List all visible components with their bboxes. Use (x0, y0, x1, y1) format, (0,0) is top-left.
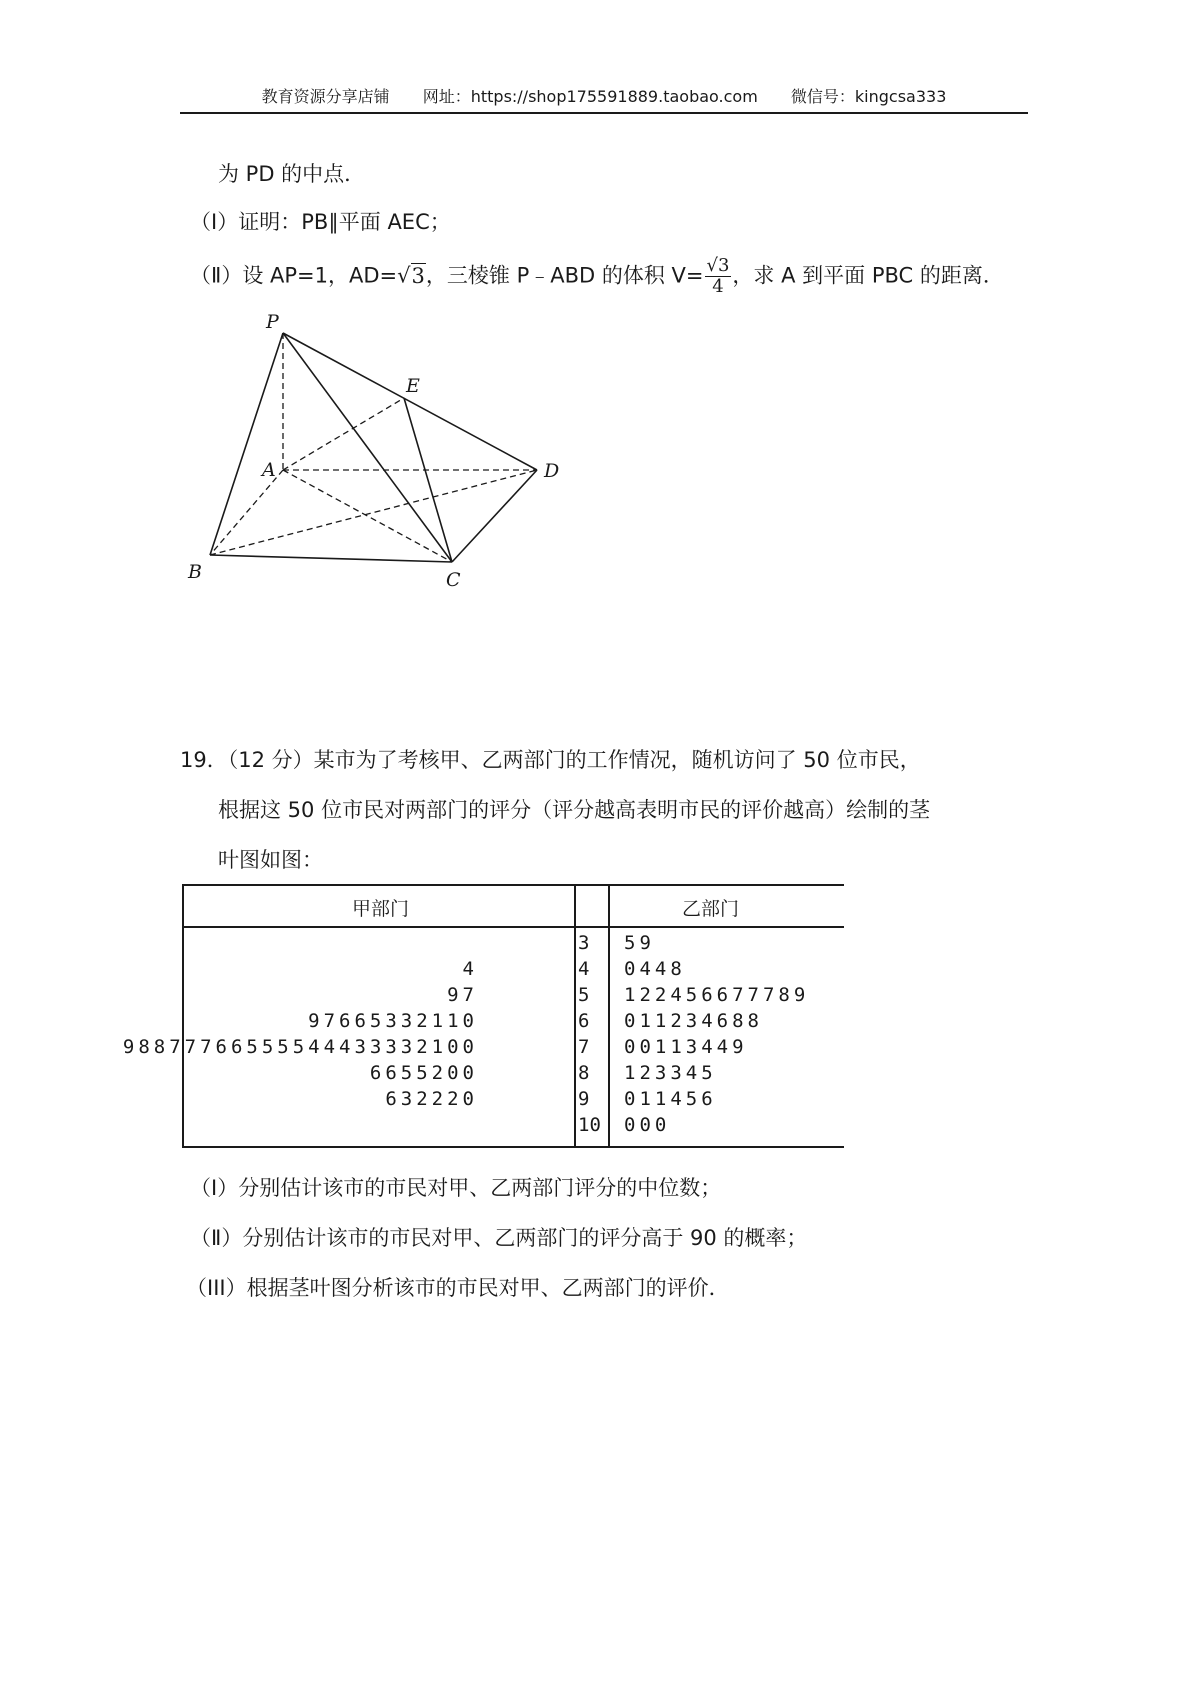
header-wechat: 微信号：kingcsa333 (790, 87, 947, 106)
stem-row: 10 000 (578, 1114, 671, 1136)
q18-part2-c: ，求 A 到平面 PBC 的距离． (732, 263, 1004, 288)
q19-line1: 19．（12 分）某市为了考核甲、乙两部门的工作情况，随机访问了 50 位市民， (180, 748, 921, 772)
header-url: 网址：https://shop175591889.taobao.com (422, 87, 758, 106)
stem-row: 97 5 122456677789 (447, 984, 810, 1006)
q19-part3: （III）根据茎叶图分析该市的市民对甲、乙两部门的评价． (186, 1276, 730, 1300)
page-header (180, 84, 1028, 114)
label-A: A (262, 459, 276, 481)
label-C: C (446, 569, 461, 590)
left-header: 甲部门 (352, 898, 410, 920)
edge-AB (210, 470, 283, 555)
right-header: 乙部门 (682, 898, 740, 920)
q18-part1: （Ⅰ）证明：PB∥平面 AEC； (190, 210, 451, 234)
label-P: P (266, 311, 279, 333)
label-B: B (188, 561, 202, 583)
q19-line2: 根据这 50 位市民对两部门的评分（评分越高表明市民的评价越高）绘制的茎 (218, 798, 931, 822)
header-shop: 教育资源分享店铺 (261, 87, 390, 106)
pyramid-figure (170, 300, 570, 590)
edge-BC (210, 555, 452, 562)
q18-part2-a: （Ⅱ）设 AP=1，AD= (190, 263, 398, 288)
stem-leaf-plot (122, 884, 844, 1148)
sqrt-3: √3 (397, 263, 425, 288)
edge-BD (210, 470, 537, 555)
edge-PB (210, 333, 283, 555)
q19-part1: （Ⅰ）分别估计该市的市民对甲、乙两部门评分的中位数； (190, 1176, 722, 1200)
q18-line0: 为 PD 的中点． (218, 162, 366, 186)
stem-row: 6655200 8 123345 (369, 1062, 717, 1084)
q19-line3: 叶图如图： (218, 848, 323, 872)
label-E: E (406, 375, 420, 397)
edge-CD (452, 470, 537, 562)
stem-row: 98877766555544433332100 7 00113449 (122, 1036, 748, 1058)
edge-EC (404, 398, 452, 562)
label-D: D (544, 460, 560, 482)
edge-PD (283, 333, 537, 470)
q18-part2-b: ，三棱锥 P﹣ABD 的体积 V= (425, 263, 704, 288)
stem-row: 97665332110 6 011234688 (308, 1010, 763, 1032)
edge-AC (283, 470, 452, 562)
q18-part2 (190, 256, 1004, 297)
edge-AE (283, 398, 404, 470)
stem-row: 632220 9 011456 (385, 1088, 717, 1110)
edge-PC (283, 333, 452, 562)
stem-row: 3 59 (578, 932, 655, 954)
q19-part2: （Ⅱ）分别估计该市的市民对甲、乙两部门的评分高于 90 的概率； (190, 1226, 808, 1250)
volume-fraction: $\frac{√3}{4}$ (706, 255, 730, 297)
stem-row: 4 4 0448 (462, 958, 686, 980)
